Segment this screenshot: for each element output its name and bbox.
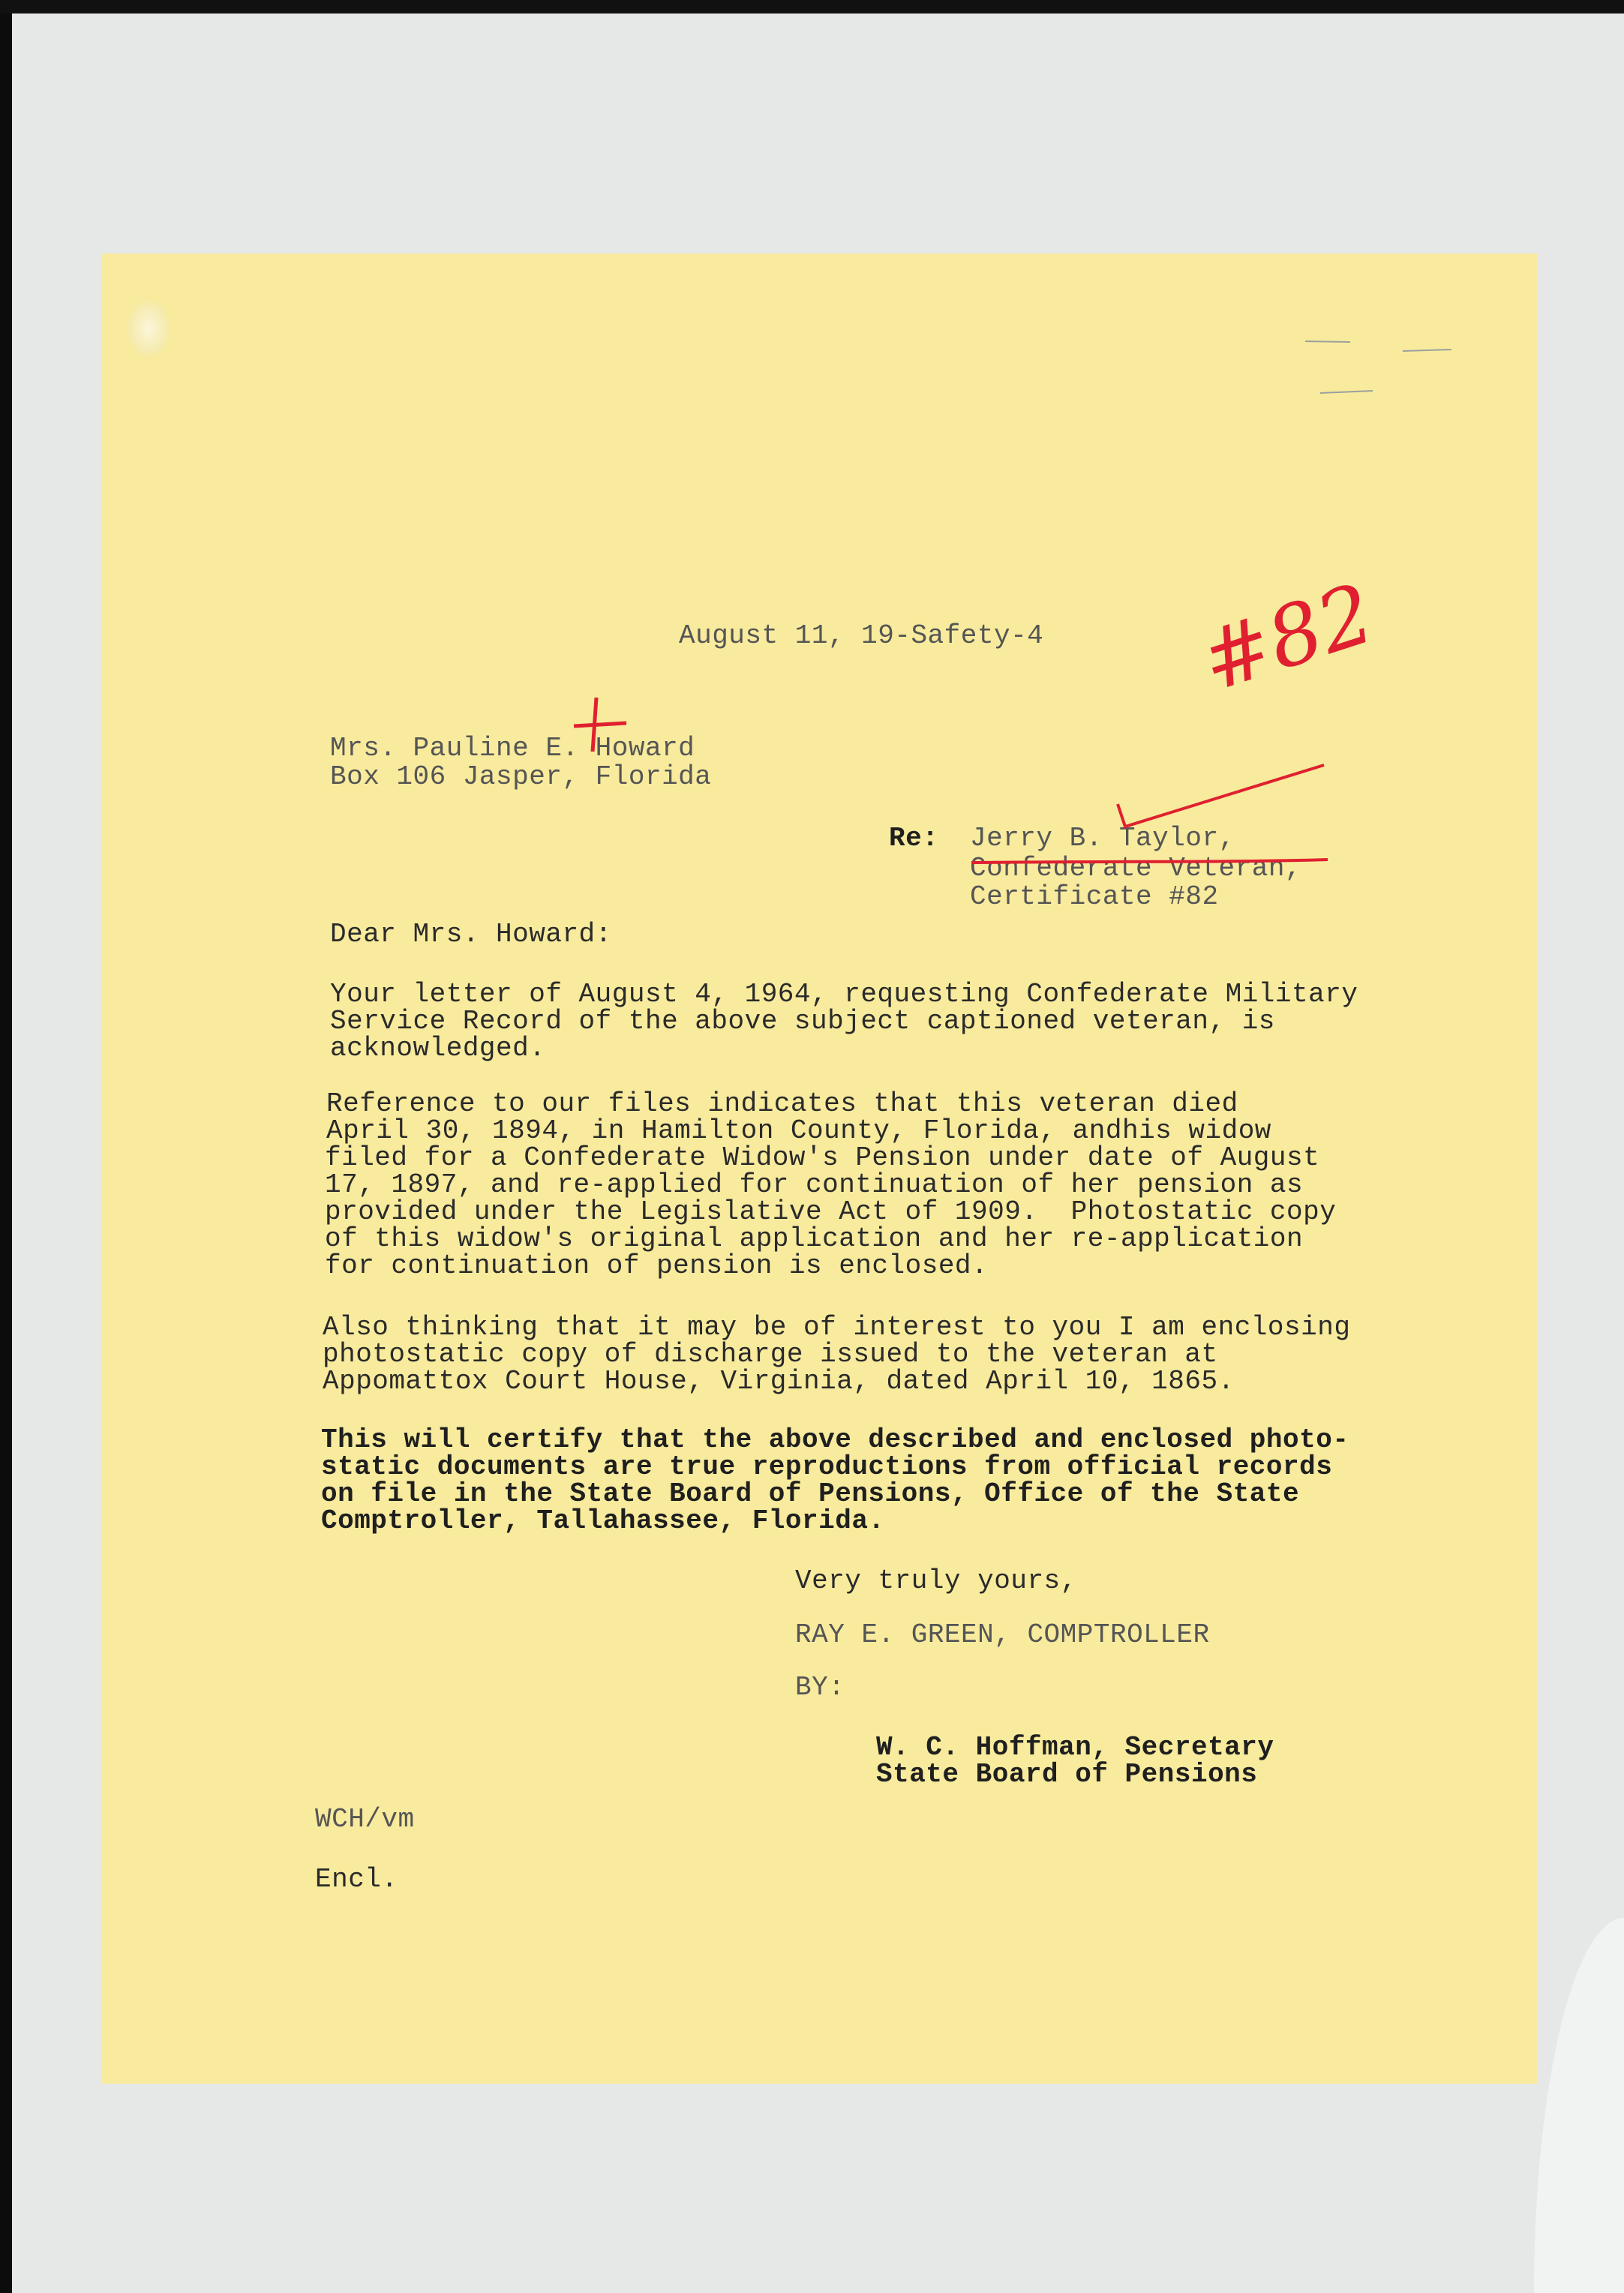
recipient-name: Mrs. Pauline E. Howard (330, 733, 695, 764)
paragraph-line: Comptroller, Tallahassee, Florida. (321, 1505, 885, 1536)
paragraph-line: provided under the Legislative Act of 1909. Photostatic copy (325, 1196, 1337, 1227)
paragraph-line: acknowledged. (330, 1033, 546, 1064)
scan-left-edge (0, 0, 12, 2293)
paragraph-line: Your letter of August 4, 1964, requesting Confederate Military (330, 979, 1358, 1010)
closing: Very truly yours, (795, 1565, 1077, 1596)
handwritten-certificate-number: #82 (1189, 565, 1385, 710)
re-line-3: Certificate #82 (970, 881, 1219, 912)
re-line-1: Jerry B. Taylor, (970, 823, 1235, 854)
paragraph-line: Also thinking that it may be of interest to you I am enclosing (323, 1312, 1351, 1343)
paragraph-line: 17, 1897, and re-applied for continuation of her pension as (325, 1169, 1304, 1200)
paragraph-line: for continuation of pension is enclosed. (325, 1250, 989, 1281)
paragraph-line: static documents are true reproductions from official records (321, 1451, 1333, 1482)
paragraph-line: Appomattox Court House, Virginia, dated April 10, 1865. (323, 1366, 1235, 1397)
signatory-org: RAY E. GREEN, COMPTROLLER (795, 1619, 1210, 1650)
re-line-2: Confederate Veteran, (970, 853, 1302, 884)
paragraph-line: This will certify that the above described and enclosed photo- (321, 1424, 1349, 1455)
re-label: Re: (889, 823, 939, 854)
enclosure-note: Encl. (315, 1864, 398, 1895)
paper-tear (126, 299, 171, 359)
letter-date: August 11, 19-Safety-4 (679, 620, 1044, 651)
paragraph-line: April 30, 1894, in Hamilton County, Florida, andhis widow (326, 1115, 1271, 1146)
recipient-address: Box 106 Jasper, Florida (330, 761, 712, 792)
paragraph-line: photostatic copy of discharge issued to the veteran at (323, 1339, 1218, 1370)
paragraph-line: Reference to our files indicates that this veteran died (326, 1088, 1238, 1119)
paragraph-line: of this widow's original application and her re-application (325, 1223, 1304, 1254)
by-label: BY: (795, 1672, 845, 1703)
scan-top-edge (0, 0, 1624, 14)
paragraph-line: on file in the State Board of Pensions, Office of the State (321, 1478, 1300, 1509)
sleeve-curve (1534, 1918, 1624, 2293)
typist-initials: WCH/vm (315, 1804, 415, 1835)
signer-line-2: State Board of Pensions (876, 1759, 1258, 1790)
paragraph-line: filed for a Confederate Widow's Pension under date of August (325, 1142, 1320, 1173)
salutation: Dear Mrs. Howard: (330, 919, 612, 950)
signer-line-1: W. C. Hoffman, Secretary (876, 1732, 1274, 1763)
paragraph-line: Service Record of the above subject captioned veteran, is (330, 1006, 1275, 1037)
